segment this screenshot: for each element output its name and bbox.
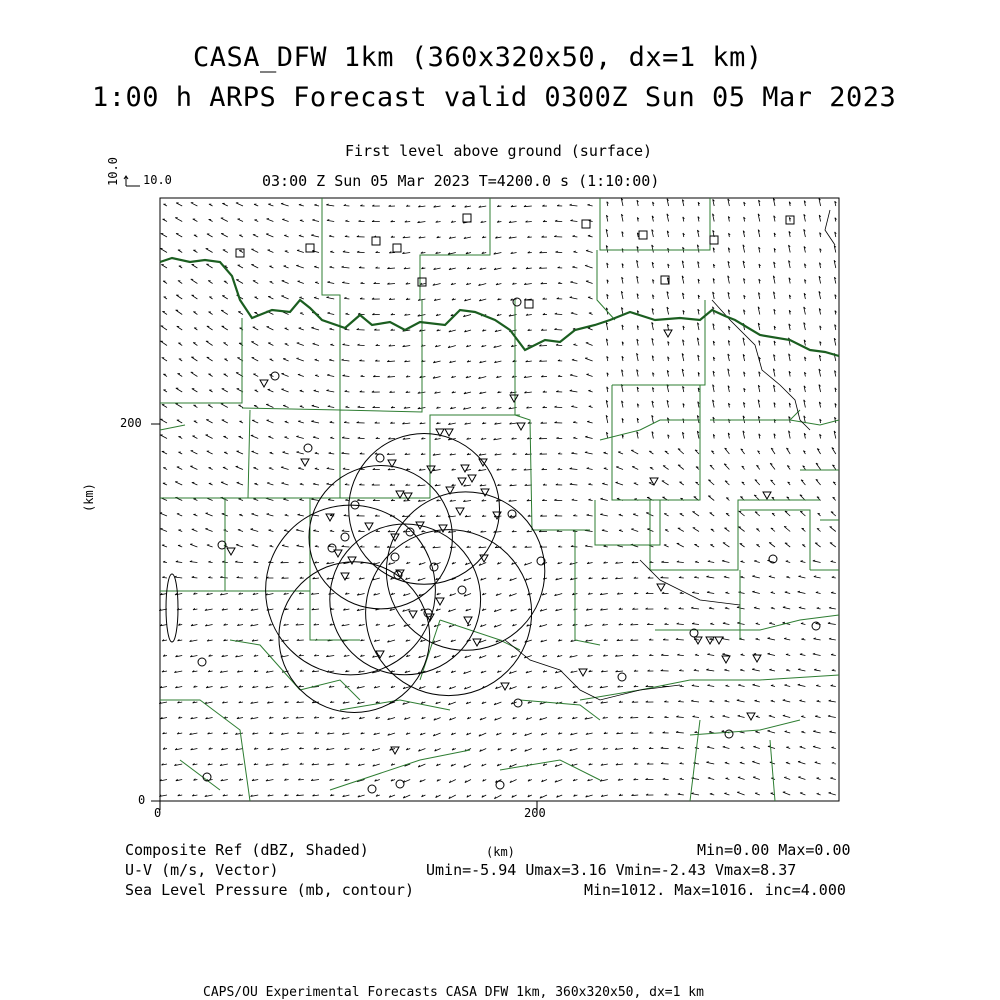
domain-edge-ellipse — [166, 574, 178, 642]
triangle-marker — [763, 492, 771, 499]
triangle-marker — [657, 584, 665, 591]
triangle-marker — [427, 466, 435, 473]
triangle-marker — [396, 491, 404, 498]
main-title: CASA_DFW 1km (360x320x50, dx=1 km) — [193, 42, 763, 73]
triangle-marker — [464, 617, 472, 624]
triangle-marker — [664, 330, 672, 337]
vector-scale-arrow — [124, 176, 140, 186]
triangle-marker — [458, 478, 466, 485]
vector-scale-label-vertical: 10.0 — [106, 157, 120, 186]
triangle-marker — [510, 395, 518, 402]
legend-pressure-label: Sea Level Pressure (mb, contour) — [125, 881, 414, 899]
triangle-station-markers — [227, 330, 771, 754]
triangle-marker — [461, 465, 469, 472]
station-markers — [198, 214, 820, 793]
legend-wind-label: U-V (m/s, Vector) — [125, 861, 279, 879]
radar-ring-0 — [349, 434, 500, 585]
state-boundary-red-river — [160, 258, 839, 356]
triangle-marker — [501, 683, 509, 690]
legend-pressure-stats: Min=1012. Max=1016. inc=4.000 — [584, 881, 846, 899]
triangle-marker — [706, 637, 714, 644]
y-tick-200: 200 — [120, 416, 142, 430]
triangle-marker — [227, 548, 235, 555]
radar-ring-3 — [330, 524, 481, 675]
triangle-marker — [409, 611, 417, 618]
triangle-marker — [341, 573, 349, 580]
triangle-marker — [301, 459, 309, 466]
triangle-marker — [365, 523, 373, 530]
triangle-marker — [436, 598, 444, 605]
triangle-marker — [468, 475, 476, 482]
x-tick-200: 200 — [524, 806, 546, 820]
y-axis-label: (km) — [82, 483, 96, 512]
axis-ticks — [151, 424, 537, 810]
triangle-marker — [404, 493, 412, 500]
triangle-marker — [445, 429, 453, 436]
radar-ring-5 — [366, 530, 532, 696]
triangle-marker — [694, 637, 702, 644]
triangle-marker — [722, 656, 730, 663]
triangle-marker — [517, 423, 525, 430]
level-label: First level above ground (surface) — [345, 142, 653, 160]
triangle-marker — [579, 669, 587, 676]
legend-ref-stats: Min=0.00 Max=0.00 — [697, 841, 851, 859]
triangle-marker — [391, 747, 399, 754]
rivers — [505, 210, 835, 700]
radar-range-rings — [266, 434, 545, 713]
y-tick-0: 0 — [138, 793, 146, 807]
vector-scale-label-horizontal: 10.0 — [143, 173, 172, 187]
triangle-marker — [456, 508, 464, 515]
forecast-title: 1:00 h ARPS Forecast valid 0300Z Sun 05 Mar 2023 — [92, 82, 897, 113]
radar-ring-6 — [266, 505, 436, 675]
valid-time-label: 03:00 Z Sun 05 Mar 2023 T=4200.0 s (1:10:00) — [262, 172, 660, 190]
x-axis-label: (km) — [486, 845, 515, 859]
x-tick-0: 0 — [154, 806, 162, 820]
triangle-marker — [753, 655, 761, 662]
triangle-marker — [747, 713, 755, 720]
triangle-marker — [348, 557, 356, 564]
triangle-marker — [439, 525, 447, 532]
legend-wind-stats: Umin=-5.94 Umax=3.16 Vmin=-2.43 Vmax=8.37 — [426, 861, 797, 879]
triangle-marker — [260, 380, 268, 387]
legend-ref-label: Composite Ref (dBZ, Shaded) — [125, 841, 369, 859]
footer-credit: CAPS/OU Experimental Forecasts CASA DFW 1km, 360x320x50, dx=1 km — [203, 985, 704, 1000]
